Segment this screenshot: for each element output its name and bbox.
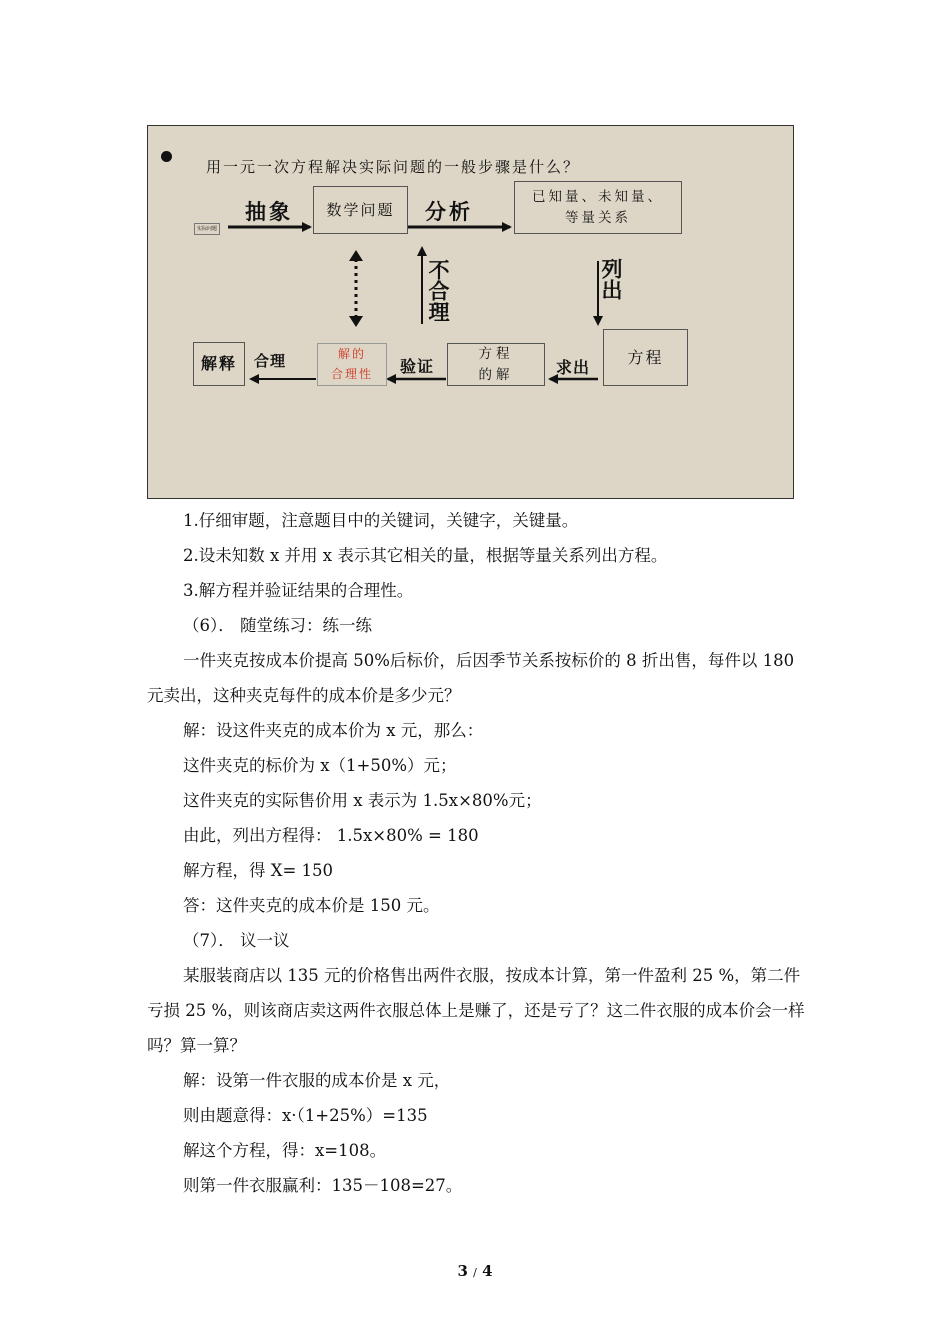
solution-line: 这件夹克的实际售价用 x 表示为 1.5x×80%元；: [183, 791, 542, 810]
flowchart-figure: [147, 125, 794, 499]
reason-line1: 解的: [337, 347, 366, 362]
section-6-heading: （6）． 随堂练习：练一练: [183, 616, 372, 635]
solution-line: 解这个方程，得：x=108。: [183, 1141, 387, 1160]
body-text: [147, 503, 809, 1203]
solution-line: 则第一件衣服赢利：135－108=27。: [183, 1176, 463, 1195]
solution-line: 解：设这件夹克的成本价为 x 元，那么：: [183, 721, 484, 740]
box-reasonableness: [317, 343, 387, 386]
box-math-problem: 数学问题: [313, 186, 408, 234]
label-reasonable: 合理: [254, 352, 287, 370]
page-total: 4: [482, 1262, 493, 1280]
step-3: 3.解方程并验证结果的合理性。: [183, 581, 414, 600]
solution-line: 这件夹克的标价为 x（1+50%）元；: [183, 756, 457, 775]
label-list: 列出: [599, 258, 624, 300]
page-current: 3: [457, 1262, 468, 1280]
solution-line: 由此，列出方程得： 1.5x×80% = 180: [183, 826, 479, 845]
solution-line: 则由题意得：x·（1+25%）=135: [183, 1106, 428, 1125]
flow-arrows: [148, 126, 795, 500]
solution-line2: 的解: [478, 366, 514, 383]
page-separator: /: [473, 1266, 477, 1279]
label-analyze: 分析: [425, 199, 473, 224]
box-equation: 方程: [603, 329, 688, 386]
label-verify: 验证: [400, 357, 435, 376]
section-7-heading: （7）． 议一议: [183, 931, 290, 950]
exercise-problem: 一件夹克按成本价提高 50%后标价，后因季节关系按标价的 8 折出售，每件以 180 元卖出，这种夹克每件的成本价是多少元？: [147, 651, 795, 705]
figure-question: 用一元一次方程解决实际问题的一般步骤是什么？: [206, 158, 581, 176]
bullet-icon: [161, 151, 172, 162]
solution-line1: 方程: [478, 345, 514, 362]
box-real-problem: 实际问题: [194, 223, 220, 235]
answer-line: 答：这件夹克的成本价是 150 元。: [183, 896, 440, 915]
label-abstract: 抽象: [245, 199, 293, 224]
solution-line: 解：设第一件衣服的成本价是 x 元，: [183, 1071, 451, 1090]
label-solve: 求出: [556, 358, 591, 377]
box-explain: 解释: [193, 342, 245, 386]
solution-line: 解方程，得 X= 150: [183, 861, 334, 880]
step-1: 1.仔细审题，注意题目中的关键词，关键字，关键量。: [183, 511, 579, 530]
discussion-problem: 某服装商店以 135 元的价格售出两件衣服，按成本计算，第一件盈利 25 %，第二件亏损 25 %，则该商店卖这两件衣服总体上是赚了，还是亏了？这二件衣服的成本价会一样吗？算一算？: [147, 966, 805, 1055]
box-quantities: 已知量、未知量、等量关系: [514, 181, 682, 234]
reason-line2: 合理性: [330, 366, 373, 381]
step-2: 2.设未知数 x 并用 x 表示其它相关的量，根据等量关系列出方程。: [183, 546, 668, 565]
label-unreasonable: 不合理: [426, 259, 451, 322]
page-number: [0, 1262, 950, 1280]
box-solution: [447, 343, 545, 386]
